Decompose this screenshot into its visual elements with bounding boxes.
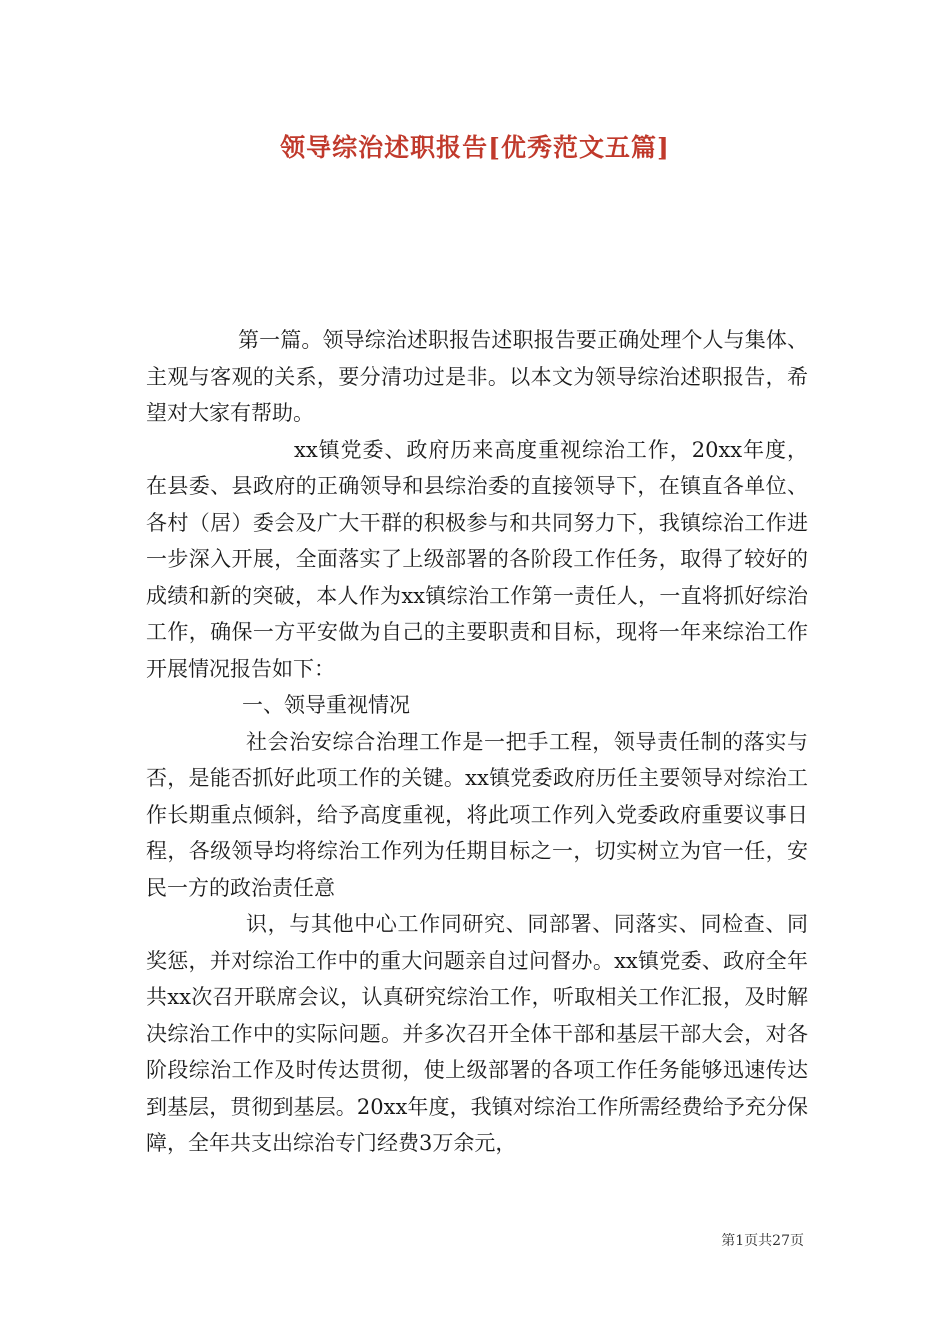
paragraph-intro: 第一篇。领导综治述职报告述职报告要正确处理个人与集体、主观与客观的关系，要分清功过是非。以本文为领导综治述职报告，希望对大家有帮助。 <box>146 328 808 425</box>
section-heading-leadership: 一、领导重视情况 <box>242 693 410 717</box>
document-body <box>146 322 808 1162</box>
paragraph-leadership: 社会治安综合治理工作是一把手工程，领导责任制的落实与否，是能否抓好此项工作的关键。xx镇党委政府历任主要领导对综治工作长期重点倾斜，给予高度重视，将此项工作列入党委政府重要议事日程，各级领导均将综治工作列为任期目标之一，切实树立为官一任，安民一方的政治责任意 <box>146 729 808 900</box>
page-number: 第1页共27页 <box>721 1233 804 1249</box>
document-title: 领导综治述职报告[优秀范文五篇] <box>280 133 670 162</box>
paragraph-leadership-continued: 识，与其他中心工作同研究、同部署、同落实、同检查、同奖惩，并对综治工作中的重大问题亲自过问督办。xx镇党委、政府全年共xx次召开联席会议，认真研究综治工作，听取相关工作汇报，及时解决综治工作中的实际问题。并多次召开全体干部和基层干部大会，对各阶段综治工作及时传达贯彻，使上级部署的各项工作任务能够迅速传达到基层，贯彻到基层。20xx年度，我镇对综治工作所需经费给予充分保障，全年共支出综治专门经费3万余元， <box>146 912 808 1155</box>
paragraph-overview: xx镇党委、政府历来高度重视综治工作，20xx年度，在县委、县政府的正确领导和县综治委的直接领导下，在镇直各单位、各村（居）委会及广大干群的积极参与和共同努力下，我镇综治工作进一步深入开展，全面落实了上级部署的各阶段工作任务，取得了较好的成绩和新的突破，本人作为xx镇综治工作第一责任人，一直将抓好综治工作，确保一方平安做为自己的主要职责和目标，现将一年来综治工作开展情况报告如下： <box>146 437 808 681</box>
